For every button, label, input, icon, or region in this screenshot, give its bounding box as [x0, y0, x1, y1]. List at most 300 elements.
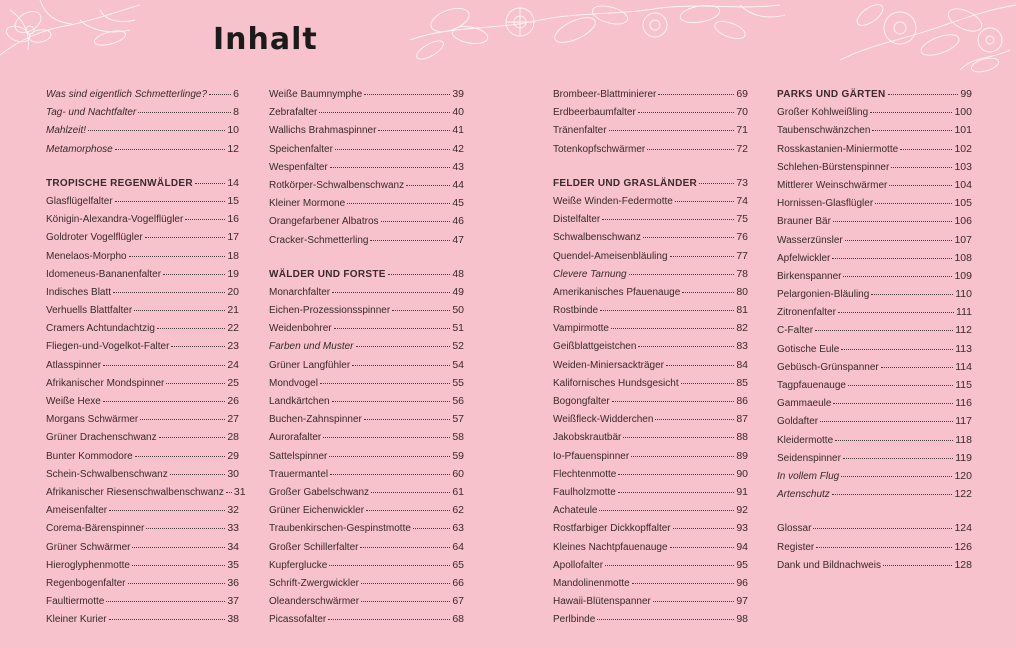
toc-page-number: 10 — [227, 124, 239, 137]
dot-leader — [330, 474, 450, 475]
toc-entry — [46, 250, 239, 268]
toc-page-number: 93 — [736, 522, 748, 535]
toc-entry-label: Goldroter Vogelflügler — [46, 232, 143, 244]
toc-entry-label: Großer Schillerfalter — [269, 541, 359, 553]
toc-entry-label: Seidenspinner — [777, 452, 841, 464]
toc-page-number: 56 — [452, 395, 464, 407]
dot-leader — [602, 219, 734, 220]
toc-page-number: 89 — [736, 449, 748, 462]
dot-leader — [612, 401, 735, 402]
toc-entry — [46, 304, 239, 322]
dot-leader — [632, 583, 735, 584]
toc-column-4 — [777, 88, 972, 577]
toc-entry-label: Hawaii-Blütenspanner — [553, 596, 651, 608]
toc-section-heading — [269, 268, 464, 286]
toc-entry-label: Rostbinde — [553, 305, 599, 317]
toc-entry — [777, 379, 972, 397]
dot-leader — [366, 510, 450, 511]
dot-leader — [361, 583, 450, 584]
toc-entry-label: Verhuells Blattfalter — [46, 305, 133, 317]
toc-entry — [777, 343, 972, 361]
dot-leader — [638, 112, 734, 113]
toc-entry-label: Sattelspinner — [269, 450, 328, 462]
toc-page-number: 76 — [736, 231, 748, 244]
toc-entry-label: Buchen-Zahnspinner — [269, 414, 362, 426]
toc-page-number: 8 — [233, 106, 239, 119]
toc-entry — [553, 322, 748, 340]
toc-entry-label: Schwalbenschwanz — [553, 232, 641, 244]
toc-entry — [553, 268, 748, 286]
toc-page-number: 6 — [233, 88, 239, 100]
dot-leader — [146, 528, 225, 529]
toc-entry — [777, 397, 972, 415]
toc-entry — [553, 286, 748, 304]
flower-center-icon — [410, 3, 785, 63]
toc-entry-label: Clevere Tarnung — [553, 268, 627, 280]
dot-leader — [655, 419, 734, 420]
dot-leader — [88, 130, 225, 131]
toc-entry-label: Brombeer-Blattminierer — [553, 89, 657, 100]
dot-leader — [888, 94, 959, 95]
toc-entry-label: Trauermantel — [269, 468, 329, 480]
toc-entry-label: Weiße Hexe — [46, 396, 101, 407]
toc-entry — [777, 234, 972, 252]
toc-page-number: 64 — [452, 540, 464, 553]
toc-entry — [269, 595, 464, 613]
toc-entry-label: Orangefarbener Albatros — [269, 216, 379, 228]
dot-leader — [132, 547, 225, 548]
toc-entry-label: Afrikanischer Riesenschwalbenschwanz — [46, 486, 224, 498]
toc-entry-label: Traubenkirschen-Gespinstmotte — [269, 523, 411, 535]
toc-page-number: 41 — [452, 124, 464, 137]
toc-page-number: 107 — [954, 233, 972, 246]
toc-entry — [777, 143, 972, 161]
toc-entry-label: Glasflügelfalter — [46, 195, 113, 207]
toc-entry — [46, 431, 239, 449]
dot-leader — [103, 401, 225, 402]
toc-page-number: 120 — [954, 469, 972, 482]
dot-leader — [163, 274, 225, 275]
toc-entry-label: Hornissen-Glasflügler — [777, 198, 874, 210]
toc-entry-label: Fliegen-und-Vogelkot-Falter — [46, 341, 170, 353]
toc-entry — [553, 431, 748, 449]
toc-entry — [777, 270, 972, 288]
dot-leader — [134, 310, 225, 311]
toc-page-number: 31 — [233, 485, 246, 498]
toc-page-number: 48 — [452, 267, 464, 280]
dot-leader — [352, 365, 450, 366]
toc-entry — [46, 413, 239, 431]
dot-leader — [364, 419, 450, 420]
toc-entry — [553, 595, 748, 613]
toc-entry-label: Glossar — [777, 523, 812, 535]
toc-entry-label: C-Falter — [777, 325, 814, 337]
toc-page-number: 52 — [452, 340, 464, 353]
dot-leader — [388, 274, 451, 275]
dot-leader — [833, 221, 953, 222]
dot-leader — [816, 547, 952, 548]
toc-entry-label: Geißblattgeistchen — [553, 341, 637, 353]
toc-page-number: 112 — [955, 324, 972, 337]
toc-page-number: 32 — [227, 504, 239, 517]
dot-leader — [699, 183, 734, 184]
toc-entry-label: Totenkopfschwärmer — [553, 143, 646, 155]
dot-leader — [320, 383, 450, 384]
toc-entry-label: Rosskastanien-Miniermotte — [777, 143, 899, 155]
dot-leader — [361, 601, 450, 602]
toc-entry — [777, 541, 972, 559]
toc-entry-label: Kupferglucke — [269, 559, 328, 571]
dot-leader — [670, 256, 735, 257]
toc-entry-label: Grüner Schwärmer — [46, 541, 131, 553]
toc-entry — [553, 450, 748, 468]
toc-page-number: 18 — [227, 249, 239, 262]
toc-page-number: 17 — [227, 231, 239, 244]
toc-entry-label: Tränenfalter — [553, 125, 607, 137]
toc-page-number: 61 — [452, 485, 464, 498]
toc-page-number: 114 — [955, 360, 972, 373]
toc-page-number: 96 — [736, 576, 748, 589]
toc-column-3 — [553, 88, 748, 631]
toc-page-number: 14 — [227, 176, 239, 189]
toc-entry-label: Ameisenfalter — [46, 505, 108, 517]
toc-page-number: 38 — [227, 613, 239, 626]
toc-entry — [269, 377, 464, 395]
dot-leader — [670, 547, 735, 548]
toc-entry — [777, 197, 972, 215]
toc-entry — [777, 452, 972, 470]
toc-page-number: 65 — [452, 558, 464, 571]
toc-page-number: 91 — [736, 485, 748, 498]
toc-entry — [46, 485, 246, 504]
dot-leader — [658, 94, 734, 95]
dot-leader — [870, 112, 952, 113]
dot-leader — [195, 183, 225, 184]
toc-page-number: 90 — [736, 467, 748, 480]
toc-entry-label: Rostfarbiger Dickkopffalter — [553, 523, 671, 535]
toc-entry — [46, 124, 239, 142]
dot-leader — [653, 601, 734, 602]
dot-leader — [891, 167, 952, 168]
toc-entry — [269, 161, 464, 179]
toc-entry-label: Apollofalter — [553, 559, 604, 571]
toc-entry-label: Mandolinenmotte — [553, 577, 630, 589]
dot-leader — [638, 346, 734, 347]
toc-entry-label: Monarchfalter — [269, 286, 331, 298]
toc-entry — [777, 161, 972, 179]
dot-leader — [332, 401, 451, 402]
toc-entry-label: Morgans Schwärmer — [46, 414, 139, 426]
toc-entry-label: Regenbogenfalter — [46, 577, 126, 589]
toc-page-number: 22 — [227, 322, 239, 335]
toc-page-number: 73 — [736, 176, 748, 189]
toc-page-number: 50 — [452, 304, 464, 317]
toc-entry-label: Oleanderschwärmer — [269, 596, 360, 608]
toc-entry-label: Faultiermotte — [46, 596, 105, 608]
toc-entry-label: Wasserzünsler — [777, 234, 843, 246]
toc-entry — [553, 143, 748, 161]
dot-leader — [848, 385, 953, 386]
toc-entry-label: Großer Kohlweißling — [777, 107, 869, 119]
dot-leader — [135, 456, 226, 457]
toc-entry-label: Goldafter — [777, 416, 819, 428]
toc-page-number: 24 — [227, 358, 239, 371]
dot-leader — [328, 619, 450, 620]
dot-leader — [832, 494, 953, 495]
toc-entry-label: Distelfalter — [553, 214, 601, 226]
toc-page-number: 85 — [736, 376, 748, 389]
toc-entry — [46, 377, 239, 395]
toc-entry-label: Tagpfauenauge — [777, 380, 846, 391]
toc-entry-label: Cracker-Schmetterling — [269, 234, 369, 246]
toc-page-number: 12 — [227, 142, 239, 155]
toc-entry — [46, 559, 239, 577]
toc-entry — [46, 613, 239, 631]
toc-page-number: 95 — [736, 558, 748, 571]
dot-leader — [145, 237, 226, 238]
toc-entry — [46, 395, 239, 413]
toc-page-number: 87 — [736, 413, 748, 426]
dot-leader — [347, 203, 450, 204]
dot-leader — [871, 294, 953, 295]
toc-entry-label: Faulholzmotte — [553, 486, 616, 498]
toc-entry — [46, 541, 239, 559]
toc-page-number: 98 — [736, 613, 748, 626]
toc-entry — [269, 450, 464, 468]
toc-entry-label: Cramers Achtundachtzig — [46, 323, 155, 335]
dot-leader — [675, 201, 734, 202]
toc-entry-label: Schein-Schwalbenschwanz — [46, 468, 168, 480]
toc-entry — [777, 306, 972, 324]
toc-entry-label: Dank und Bildnachweis — [777, 559, 881, 571]
toc-page-number: 82 — [736, 322, 748, 335]
toc-entry — [553, 468, 748, 486]
dot-leader — [673, 528, 735, 529]
dot-leader — [835, 440, 953, 441]
dot-leader — [406, 185, 450, 186]
toc-entry — [553, 413, 748, 431]
toc-page-number: 119 — [955, 451, 972, 464]
toc-entry — [553, 304, 748, 322]
toc-entry — [46, 468, 239, 486]
toc-entry-label: Wallichs Brahmaspinner — [269, 125, 377, 137]
toc-page-number: 45 — [452, 197, 464, 210]
dot-leader — [392, 310, 450, 311]
dot-leader — [364, 94, 450, 95]
toc-page-number: 71 — [736, 124, 748, 137]
dot-leader — [597, 619, 734, 620]
toc-entry-label: Picassofalter — [269, 614, 327, 626]
toc-page-number: 30 — [227, 467, 239, 480]
toc-entry — [553, 559, 748, 577]
dot-leader — [666, 365, 734, 366]
dot-leader — [841, 476, 952, 477]
toc-entry — [46, 195, 239, 213]
toc-entry — [777, 124, 972, 142]
toc-entry — [269, 234, 464, 252]
toc-page-number: 97 — [736, 595, 748, 608]
toc-page-number: 101 — [954, 124, 972, 137]
dot-leader — [171, 346, 225, 347]
toc-entry — [269, 613, 464, 631]
dot-leader — [889, 185, 952, 186]
toc-entry-label: In vollem Flug — [777, 470, 840, 482]
toc-entry — [777, 288, 972, 306]
dot-leader — [334, 328, 451, 329]
toc-entry — [269, 322, 464, 340]
dot-leader — [319, 112, 450, 113]
toc-page-number: 122 — [954, 488, 972, 501]
toc-page-number: 34 — [227, 540, 239, 553]
toc-entry — [553, 377, 748, 395]
toc-entry-label: Weiden-Miniersackträger — [553, 359, 664, 371]
toc-page-number: 99 — [960, 88, 972, 100]
toc-entry-label: WÄLDER UND FORSTE — [269, 268, 386, 280]
dot-leader — [881, 367, 954, 368]
toc-entry-label: Gammaeule — [777, 398, 832, 410]
toc-page-number: 57 — [452, 413, 464, 426]
toc-page-number: 37 — [227, 595, 239, 608]
toc-page-number: 16 — [227, 213, 239, 226]
toc-entry — [269, 559, 464, 577]
toc-entry — [553, 195, 748, 213]
dot-leader — [843, 276, 952, 277]
toc-entry — [553, 250, 748, 268]
dot-leader — [843, 458, 953, 459]
toc-entry-label: Weiße Winden-Federmotte — [553, 195, 673, 207]
toc-page-number: 43 — [452, 160, 464, 173]
toc-page-number: 103 — [954, 160, 972, 173]
toc-page-number: 108 — [954, 251, 972, 264]
toc-page-number: 80 — [736, 285, 748, 298]
toc-entry — [269, 124, 464, 142]
toc-entry — [269, 486, 464, 504]
dot-leader — [605, 565, 734, 566]
toc-entry — [46, 340, 239, 358]
dot-leader — [600, 310, 734, 311]
dot-leader — [883, 565, 953, 566]
toc-page-number: 19 — [227, 267, 239, 280]
dot-leader — [109, 619, 226, 620]
dot-leader — [875, 203, 952, 204]
dot-leader — [629, 274, 735, 275]
dot-leader — [170, 474, 226, 475]
toc-entry-label: Königin-Alexandra-Vogelflügler — [46, 214, 184, 226]
dot-leader — [611, 328, 734, 329]
toc-entry-label: Mahlzeit! — [46, 125, 87, 137]
toc-page-number: 20 — [227, 285, 239, 298]
toc-page-number: 84 — [736, 358, 748, 371]
toc-page-number: 106 — [954, 215, 972, 228]
toc-entry-label: Zebrafalter — [269, 107, 318, 119]
dot-leader — [356, 346, 451, 347]
toc-entry — [269, 197, 464, 215]
toc-page-number: 35 — [227, 558, 239, 571]
toc-section-heading — [46, 177, 239, 195]
toc-section-heading — [553, 177, 748, 195]
toc-entry — [777, 470, 972, 488]
dot-leader — [113, 292, 225, 293]
toc-entry — [777, 179, 972, 197]
toc-entry — [46, 577, 239, 595]
toc-entry — [46, 322, 239, 340]
toc-page-number: 51 — [452, 322, 464, 335]
dot-leader — [378, 130, 450, 131]
dot-leader — [623, 437, 734, 438]
dot-leader — [371, 492, 450, 493]
toc-entry — [269, 577, 464, 595]
toc-page-number: 62 — [452, 504, 464, 517]
toc-page-number: 29 — [227, 449, 239, 462]
dot-leader — [103, 365, 225, 366]
dot-leader — [599, 510, 734, 511]
toc-entry-label: Kleidermotte — [777, 434, 834, 446]
toc-entry — [777, 559, 972, 577]
dot-leader — [209, 94, 231, 95]
toc-entry-label: Afrikanischer Mondspinner — [46, 377, 165, 389]
dot-leader — [813, 528, 952, 529]
dot-leader — [681, 383, 735, 384]
toc-page-number: 47 — [452, 233, 464, 246]
toc-entry — [553, 213, 748, 231]
toc-entry-label: TROPISCHE REGENWÄLDER — [46, 177, 193, 189]
dot-leader — [185, 219, 225, 220]
toc-entry — [553, 88, 748, 106]
dot-leader — [332, 292, 450, 293]
toc-entry — [777, 324, 972, 342]
toc-page-number: 111 — [956, 306, 972, 319]
toc-page-number: 92 — [736, 504, 748, 517]
toc-column-1 — [46, 88, 246, 631]
dot-leader — [329, 456, 450, 457]
dot-leader — [370, 240, 450, 241]
dot-leader — [335, 149, 450, 150]
toc-entry — [46, 88, 239, 106]
toc-entry — [553, 486, 748, 504]
page-title: Inhalt — [213, 22, 318, 57]
toc-entry-label: Eichen-Prozessionsspinner — [269, 305, 391, 317]
toc-page-number: 59 — [452, 449, 464, 462]
dot-leader — [166, 383, 225, 384]
toc-entry-label: Speichenfalter — [269, 143, 333, 155]
toc-entry-label: Farben und Muster — [269, 341, 354, 353]
toc-page-number: 115 — [955, 379, 972, 391]
toc-entry-label: Weidenbohrer — [269, 323, 332, 335]
toc-page-number: 81 — [736, 304, 748, 317]
toc-entry — [777, 106, 972, 124]
dot-leader — [631, 456, 734, 457]
toc-page-number: 60 — [452, 467, 464, 480]
toc-entry — [46, 213, 239, 231]
toc-entry-label: Brauner Bär — [777, 216, 831, 228]
dot-leader — [129, 256, 226, 257]
toc-page-number: 117 — [955, 415, 972, 428]
toc-page-number: 68 — [452, 613, 464, 626]
toc-entry — [269, 304, 464, 322]
toc-entry-label: Grüner Eichenwickler — [269, 505, 365, 517]
toc-entry-label: Schrift-Zwergwickler — [269, 577, 360, 589]
dot-leader — [329, 565, 450, 566]
toc-page-number: 124 — [954, 522, 972, 535]
toc-page-number: 58 — [452, 431, 464, 444]
toc-entry-label: Wespenfalter — [269, 161, 328, 173]
toc-page-number: 27 — [227, 413, 239, 426]
toc-column-2 — [269, 88, 464, 631]
dot-leader — [109, 510, 225, 511]
dot-leader — [609, 130, 735, 131]
toc-entry — [269, 179, 464, 197]
toc-entry-label: Amerikanisches Pfauenauge — [553, 286, 681, 298]
